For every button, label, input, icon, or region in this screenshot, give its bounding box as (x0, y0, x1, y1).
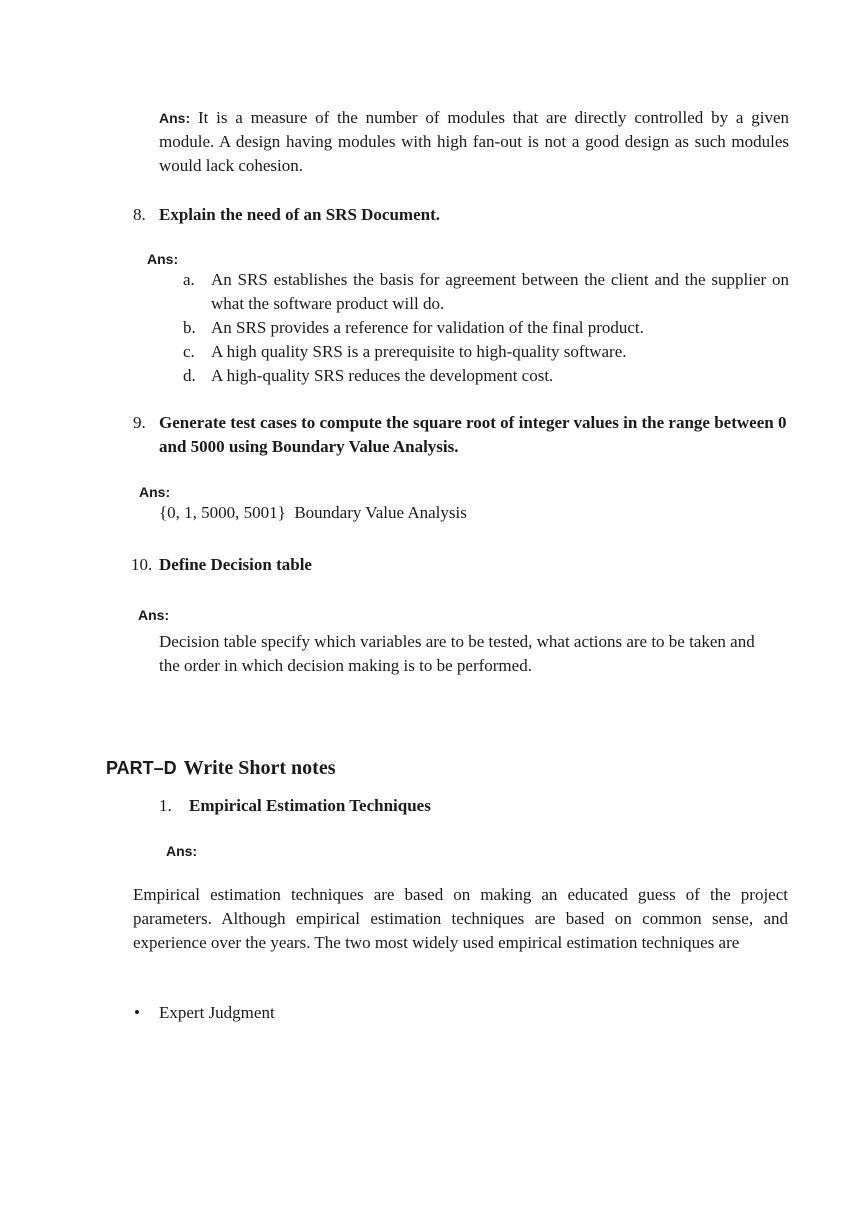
q9-ans-label: Ans: (139, 484, 171, 500)
question-number: 10. (131, 555, 153, 574)
q9-answer: {0, 1, 5000, 5001} Boundary Value Analysis (159, 503, 467, 522)
list-item (183, 268, 789, 316)
list-marker: b. (183, 318, 196, 337)
part-d-answer: Empirical estimation techniques are based on making an educated guess of the project parameters. Although empirical estimation techniques are based on common sense, and experience over the years. The two most widely used empirical estimation techniques are (133, 885, 788, 952)
question-text: Empirical Estimation Techniques (189, 796, 431, 815)
list-item-text: A high-quality SRS reduces the development cost. (211, 366, 554, 385)
list-item (183, 340, 789, 364)
question-text: Explain the need of an SRS Document. (159, 205, 441, 224)
question-10 (131, 553, 771, 577)
part-d-heading (106, 754, 336, 781)
part-d-ans-label: Ans: (166, 843, 198, 859)
q8-answer-list (183, 268, 789, 388)
bullet-marker: • (134, 1003, 140, 1022)
question-8 (133, 203, 793, 227)
list-item (183, 316, 789, 340)
question-number: 1. (159, 796, 172, 815)
q10-answer: Decision table specify which variables are to be tested, what actions are to be taken and the order in which decision making is to be performed. (159, 632, 755, 675)
list-marker: c. (183, 342, 195, 361)
list-marker: d. (183, 366, 196, 385)
fanout-answer-text: It is a measure of the number of modules that are directly controlled by a given module. A design having modules with high fan-out is not a good design as such modules would lack cohesion. (159, 108, 789, 175)
question-number: 8. (133, 205, 146, 224)
part-title: Write Short notes (183, 757, 336, 779)
q10-ans-label: Ans: (138, 607, 170, 623)
list-marker: a. (183, 270, 195, 289)
question-number: 9. (133, 413, 146, 432)
part-d-question-1 (159, 794, 759, 818)
question-text: Define Decision table (159, 555, 312, 574)
question-9 (133, 411, 799, 459)
q8-ans-label: Ans: (147, 251, 179, 267)
part-label: PART–D (106, 758, 177, 778)
list-item-text: A high quality SRS is a prerequisite to high-quality software. (211, 342, 627, 361)
fanout-answer (159, 106, 789, 178)
list-item-text: An SRS provides a reference for validation of the final product. (211, 318, 644, 337)
question-text: Generate test cases to compute the square root of integer values in the range between 0 and 5000 using Boundary Value Analysis. (159, 413, 787, 456)
bullet-text: Expert Judgment (159, 1003, 275, 1022)
bullet-item (134, 1001, 759, 1025)
list-item-text: An SRS establishes the basis for agreement between the client and the supplier on what the software product will do. (211, 270, 789, 313)
list-item (183, 364, 789, 388)
ans-label: Ans: (159, 110, 191, 126)
